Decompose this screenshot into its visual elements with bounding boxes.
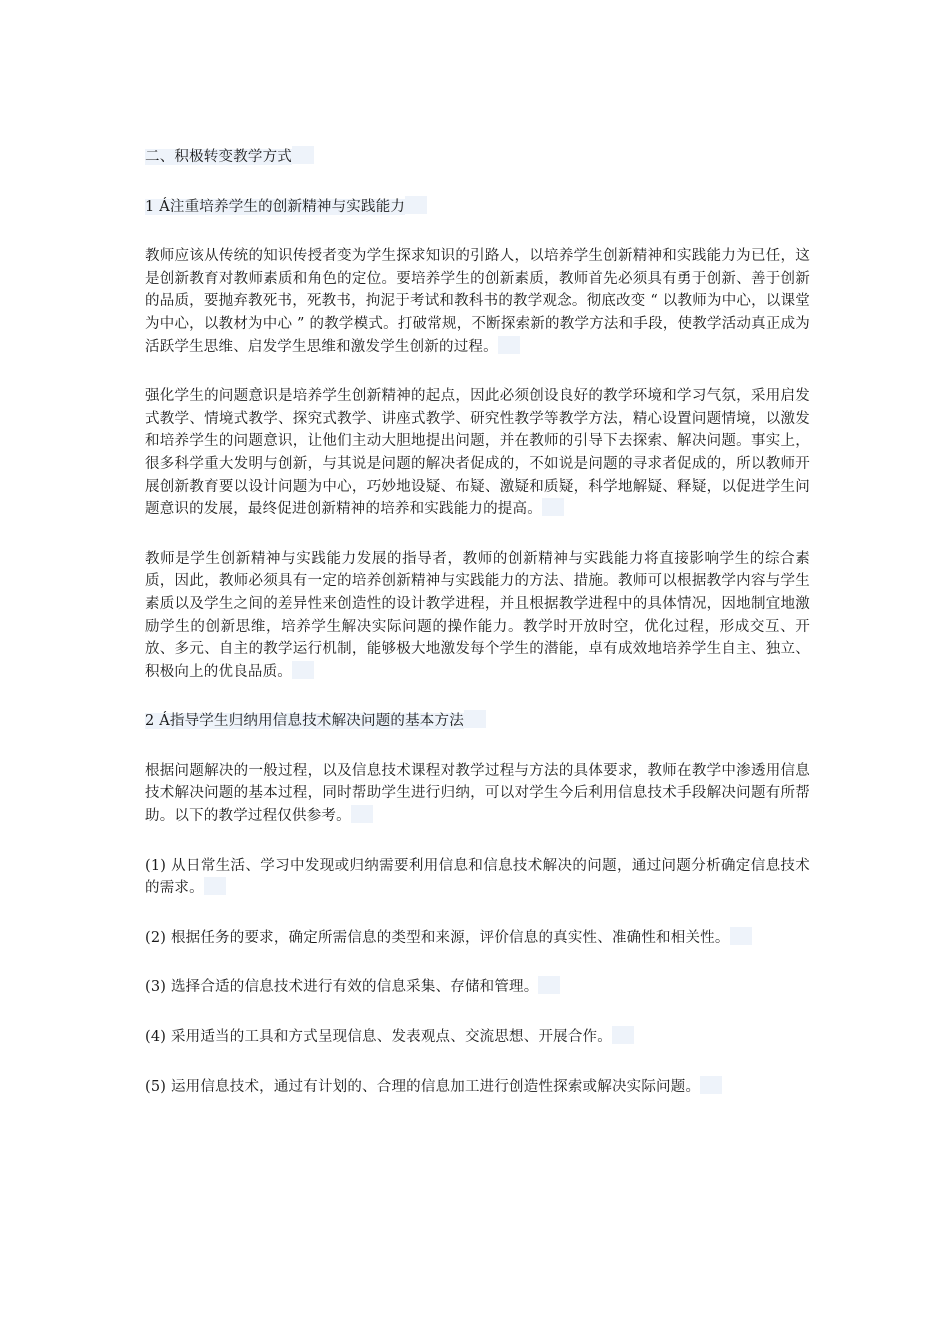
paragraph-3: 教师是学生创新精神与实践能力发展的指导者，教师的创新精神与实践能力将直接影响学生的综合素质，因此，教师必须具有一定的培养创新精神与实践能力的方法、措施。教师可以根据教学内容与学生素质以及学生之间的差异性来创造性的设计教学进程，并且根据教学进程中的具体情况，因地制宜地激励学生的创新思维，培养学生解决实际问题的操作能力。教学时开放时空，优化过程，形成交互、开放、多元、自主的教学运行机制，能够极大地激发每个学生的潜能，卓有成效地培养学生自主、独立、积极向上的优良品质。 (145, 550, 810, 680)
list-item: (2) 根据任务的要求，确定所需信息的类型和来源，评价信息的真实性、准确性和相关性。 (145, 927, 810, 950)
list-item: (5) 运用信息技术，通过有计划的、合理的信息加工进行创造性探索或解决实际问题。 (145, 1076, 810, 1099)
document-page (145, 146, 810, 1125)
subheading-1: 1 Á注重培养学生的创新精神与实践能力 (145, 196, 810, 219)
paragraph-4: 根据问题解决的一般过程，以及信息技术课程对教学过程与方法的具体要求，教师在教学中渗透用信息技术解决问题的基本过程，同时帮助学生进行归纳，可以对学生今后利用信息技术手段解决问题有所帮助。以下的教学过程仅供参考。 (145, 762, 810, 825)
section-heading: 二、积极转变教学方式 (145, 146, 810, 169)
subheading-2: 2 Á指导学生归纳用信息技术解决问题的基本方法 (145, 710, 810, 733)
list-item: (3) 选择合适的信息技术进行有效的信息采集、存储和管理。 (145, 976, 810, 999)
paragraph-1: 教师应该从传统的知识传授者变为学生探求知识的引路人，以培养学生创新精神和实践能力为已任，这是创新教育对教师素质和角色的定位。要培养学生的创新素质，教师首先必须具有勇于创新、善于创新的品质，要抛弃教死书，死教书，拘泥于考试和教科书的教学观念。彻底改变 “ 以教师为中心，以课堂为中心，以教材为中心 ” 的教学模式。打破常规，不断探索新的教学方法和手段，使教学活动真正成为活跃学生思维、启发学生思维和激发学生创新的过程。 (145, 248, 810, 355)
paragraph-2: 强化学生的问题意识是培养学生创新精神的起点，因此必须创设良好的教学环境和学习气氛，采用启发式教学、情境式教学、探究式教学、讲座式教学、研究性教学等教学方法，精心设置问题情境，以激发和培养学生的问题意识，让他们主动大胆地提出问题，并在教师的引导下去探索、解决问题。事实上，很多科学重大发明与创新，与其说是问题的解决者促成的，不如说是问题的寻求者促成的，所以教师开展创新教育要以设计问题为中心，巧妙地设疑、布疑、激疑和质疑，科学地解疑、释疑，以促进学生问题意识的发展，最终促进创新精神的培养和实践能力的提高。 (145, 388, 810, 518)
list-item: (4) 采用适当的工具和方式呈现信息、发表观点、交流思想、开展合作。 (145, 1026, 810, 1049)
list-item: (1) 从日常生活、学习中发现或归纳需要利用信息和信息技术解决的问题，通过问题分析确定信息技术的需求。 (145, 857, 810, 897)
